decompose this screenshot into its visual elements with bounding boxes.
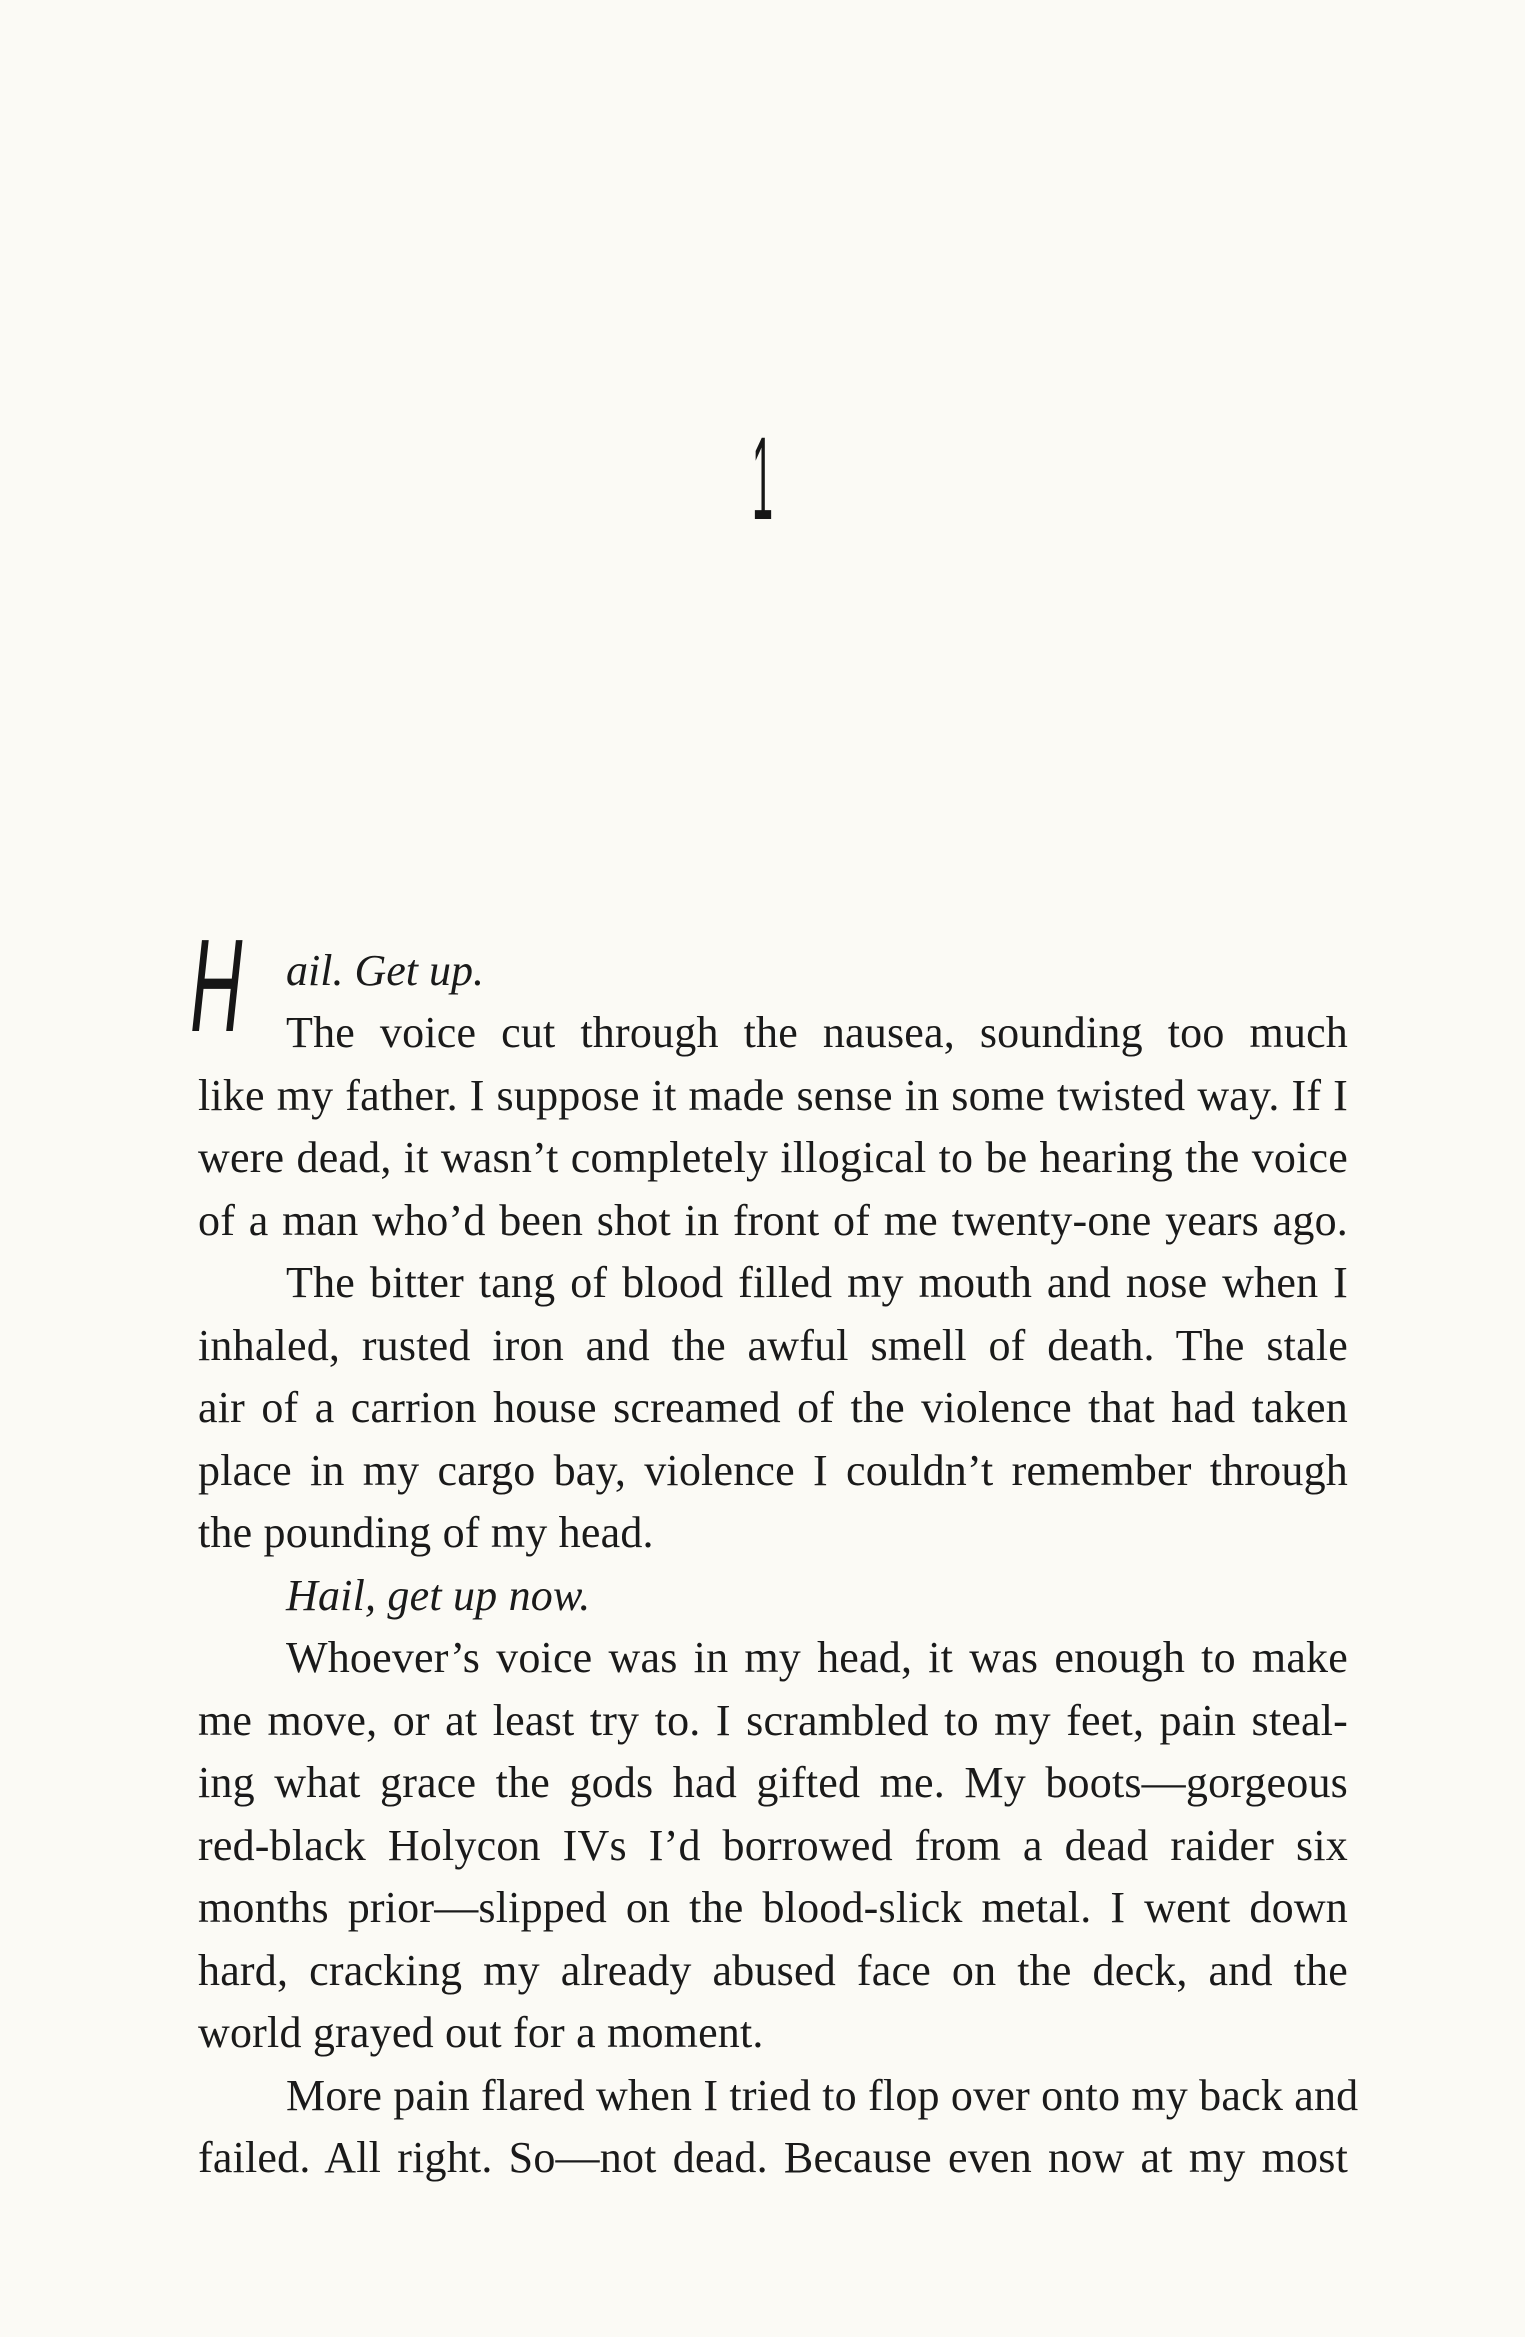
text-line: red-black Holycon IVs I’d borrowed from a dead raider six [198,1820,1348,1870]
opening-line: ail. Get up. [286,946,484,995]
text-line: like my father. I suppose it made sense in some twisted way. If I [198,1070,1348,1120]
text-line: The bitter tang of blood filled my mouth and nose when I [286,1258,1348,1307]
text-line: The voice cut through the nausea, sounding too much [286,1008,1348,1057]
opening-paragraph [190,912,1348,1252]
paragraph [198,2065,1359,2190]
text-line: failed. All right. So—not dead. Because even now at my most [198,2133,1348,2182]
text-line: inhaled, rusted iron and the awful smell of death. The stale [198,1320,1348,1370]
text-line: Whoever’s voice was in my head, it was enough to make [286,1633,1348,1682]
text-line: months prior—slipped on the blood-slick metal. I went down [198,1883,1348,1932]
text-line: ing what grace the gods had gifted me. My boots—gorgeous [198,1758,1348,1807]
page-body [190,912,1359,2190]
text-line: the pounding of my head. [198,1508,654,1557]
paragraph [198,1252,1348,1565]
paragraph [198,1627,1348,2065]
text-line: place in my cargo bay, violence I couldn’t remember through [198,1445,1348,1495]
chapter-number: 1 [751,413,773,545]
text-line: air of a carrion house screamed of the violence that had taken [198,1383,1348,1432]
text-line: world grayed out for a moment. [198,2008,764,2057]
text-line: More pain flared when I tried to flop over onto my back and [286,2070,1359,2120]
drop-cap: H [190,912,243,1059]
text-line: of a man who’d been shot in front of me twenty-one years ago. [198,1195,1348,1245]
text-line: were dead, it wasn’t completely illogical to be hearing the voice [198,1133,1348,1182]
text-line: me move, or at least try to. I scrambled to my feet, pain steal- [198,1695,1348,1745]
text-line: hard, cracking my already abused face on the deck, and the [198,1945,1348,1995]
italic-line: Hail, get up now. [286,1570,591,1620]
